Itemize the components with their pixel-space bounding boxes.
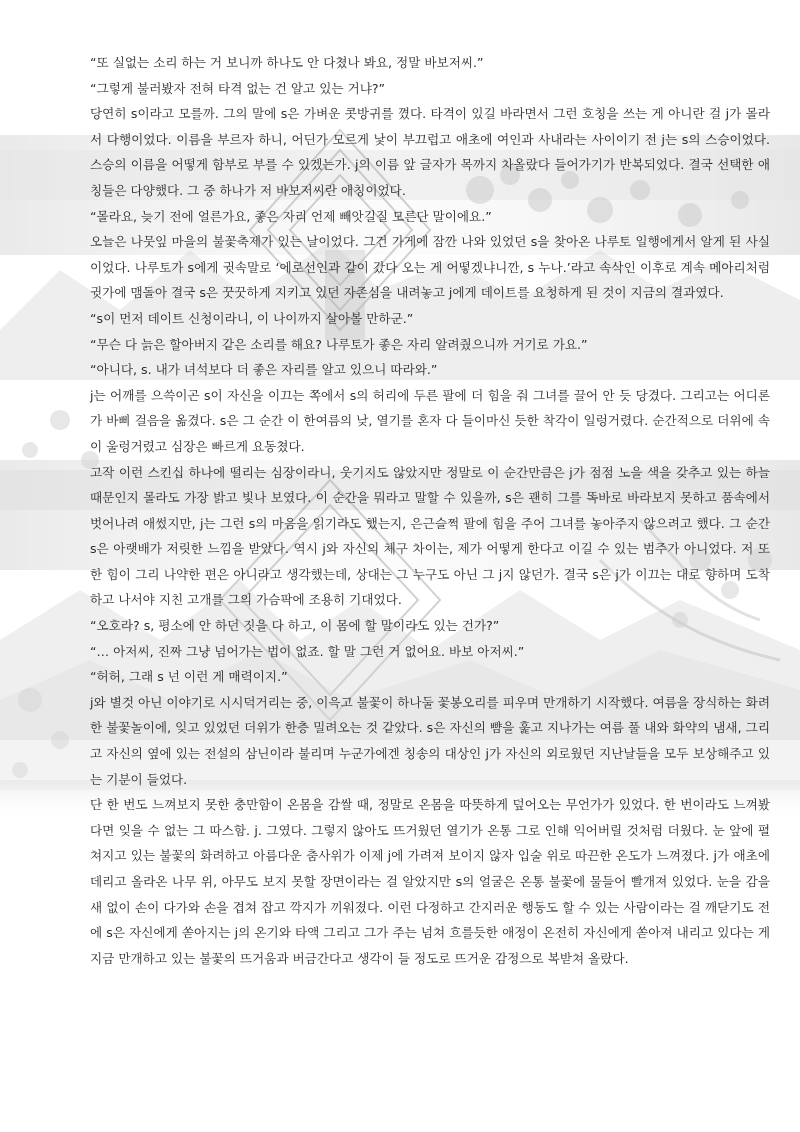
paragraph: “아니다, s. 내가 녀석보다 더 좋은 자리를 알고 있으니 따라와.”	[90, 362, 438, 378]
paragraph: “또 실없는 소리 하는 거 보니까 하나도 안 다쳤나 봐요, 정말 바보저씨.”	[90, 55, 484, 70]
paragraph: “허허, 그래 s 넌 이런 게 매력이지.”	[90, 669, 288, 685]
paragraph: “오호라? s, 평소에 안 하던 짓을 다 하고, 이 몸에 할 말이라도 있는 건가?”	[90, 618, 500, 634]
paragraph: j와 별것 아닌 이야기로 시시덕거리는 중, 이윽고 불꽃이 하나둘 꽃봉오리를 피우며 만개하기 시작했다. 여름을 장식하는 화려한 불꽃놀이에, 잊고 있었던 더위가 한층 밀려오는 것 같았다. s은 자신의 뺨을 훑고 지나가는 여름 풀 내와 화약의 냄새, 그리고 자신의 옆에 있는 전설의 삼닌이라 불리며 누군가에겐 칭송의 대상인 j가 자신의 외로웠던 지난날들을 모두 보상해주고 있는 기분이 들었다.	[90, 694, 770, 787]
document-body	[90, 50, 770, 971]
paragraph: 고작 이런 스킨십 하나에 떨리는 심장이라니, 웃기지도 않았지만 정말로 이 순간만큼은 j가 점점 노을 색을 갖추고 있는 하늘 때문인지 몰라도 가장 밝고 빛나 보였다. 이 순간을 뭐라고 말할 수 있을까, s은 괜히 그를 똑바로 바라보지 못하고 품속에서 벗어나려 애썼지만, j는 그런 s의 마음을 읽기라도 했는지, 은근슬쩍 팔에 힘을 주어 그녀를 놓아주지 않으려고 했다. 그 순간 s은 아랫배가 저릿한 느낌을 받았다. 역시 j와 자신의 체구 차이는, 제가 어떻게 한다고 이길 수 있는 범주가 아니었다. 저 또한 힘이 그리 나약한 편은 아니라고 생각했는데, 상대는 그 누구도 아닌 그 j지 않던가. 결국 s은 j가 이끄는 대로 향하며 도착하고 나서야 지친 고개를 그의 가슴팍에 조용히 기대었다.	[90, 464, 770, 608]
paragraph: 단 한 번도 느껴보지 못한 충만함이 온몸을 감쌀 때, 정말로 온몸을 따뜻하게 덮어오는 무언가가 있었다. 한 번이라도 느껴봤다면 잊을 수 없는 그 따스함. j. 그였다. 그렇지 않아도 뜨거웠던 열기가 온통 그로 인해 익어버릴 것처럼 더웠다. 눈 앞에 펼쳐지고 있는 불꽃의 화려하고 아름다운 춤사위가 이제 j에 가려져 보이지 않자 입술 위로 따끈한 온도가 느껴졌다. j가 애초에 데리고 올라온 나무 위, 아무도 보지 못할 장면이라는 걸 알았지만 s의 얼굴은 온통 불꽃에 물들어 빨개져 있었다. 눈을 감을 새 없이 손이 다가와 손을 겹쳐 잡고 깍지가 끼워졌다. 이런 다정하고 간지러운 행동도 할 수 있는 사람이라는 걸 깨닫기도 전에 s은 자신에게 쏟아지는 j의 온기와 타액 그리고 그가 주는 넘쳐 흐를듯한 애정이 온전히 자신에게 쏟아져 내리고 있다는 게 지금 만개하고 있는 불꽃의 뜨거움과 버금간다고 생각이 들 정도로 뜨거운 감정으로 복받쳐 올랐다.	[90, 797, 770, 966]
paragraph: “… 아저씨, 진짜 그냥 넘어가는 법이 없죠. 할 말 그런 거 없어요. 바보 아저씨.”	[90, 643, 525, 659]
paragraph: “무슨 다 늙은 할아버지 같은 소리를 해요? 나루토가 좋은 자리 알려줬으니까 거기로 가요.”	[90, 336, 588, 352]
paragraph: “s이 먼저 데이트 신청이라니, 이 나이까지 살아볼 만하군.”	[90, 310, 414, 326]
paragraph: “몰라요, 늦기 전에 얼른가요, 좋은 자리 언제 빼앗길질 모른단 말이에요.”	[90, 208, 492, 224]
paragraph: “그렇게 불러봤자 전혀 타격 없는 건 알고 있는 거냐?”	[90, 80, 386, 96]
paragraph: j는 어깨를 으쓱이곤 s이 자신을 이끄는 쪽에서 s의 허리에 두른 팔에 더 힘을 줘 그녀를 끌어 안 듯 당겼다. 그리고는 어디론가 바삐 걸음을 옮겼다. s은 그 순간 이 한여름의 낮, 열기를 혼자 다 들이마신 듯한 착각이 일렁거렸다. 순간적으로 더위에 속이 울렁거렸고 심장은 빠르게 요동쳤다.	[90, 387, 770, 454]
paragraph: 오늘은 나뭇잎 마을의 불꽃축제가 있는 날이었다. 그건 가게에 잠깐 나와 있었던 s을 찾아온 나루토 일행에게서 알게 된 사실이었다. 나루토가 s에게 귓속말로 ‘에로선인과 같이 갔다 오는 게 어떻겠냐니깐, s 누나.’라고 속삭인 이후로 계속 메아리처럼 귓가에 맴돌아 결국 s은 꿋꿋하게 지키고 있던 자존심을 내려놓고 j에게 데이트를 요청하게 된 것이 지금의 결과였다.	[90, 234, 770, 301]
paragraph: 당연히 s이라고 모를까. 그의 말에 s은 가벼운 콧방귀를 꼈다. 타격이 있길 바라면서 그런 호칭을 쓰는 게 아니란 걸 j가 몰라서 다행이었다. 이름을 부르자 하니, 어딘가 모르게 낯이 부끄럽고 애초에 여인과 사내라는 사이이기 전 j는 s의 스승이었다. 스승의 이름을 어떻게 함부로 부를 수 있겠는가. j의 이름 앞 글자가 목까지 차올랐다 들어가기가 반복되었다. 결국 선택한 애칭들은 다양했다. 그 중 하나가 저 바보저씨란 애칭이었다.	[90, 106, 770, 198]
